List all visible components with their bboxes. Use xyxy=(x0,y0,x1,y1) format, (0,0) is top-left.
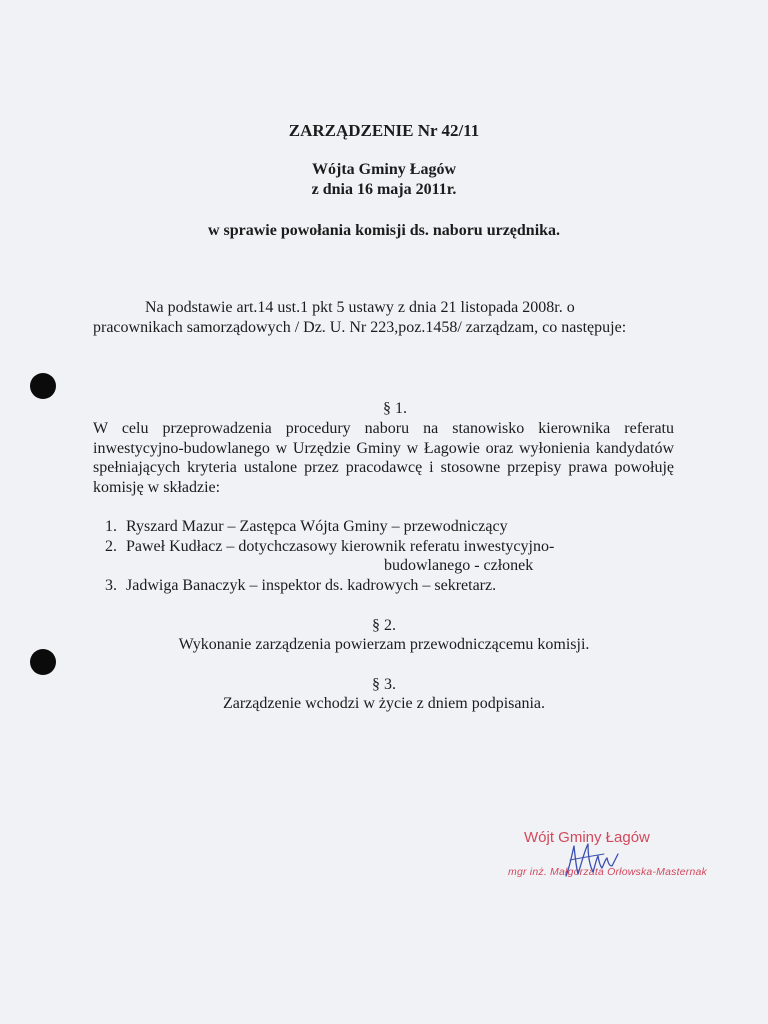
stamp-name: mgr inż. Małgorzata Orłowska-Masternak xyxy=(508,866,707,878)
intro-paragraph: Na podstawie art.14 ust.1 pkt 5 ustawy z dnia 21 listopada 2008r. o pracownikach samorządowych / Dz. U. Nr 223,poz.1458/ zarządzam, co następuje: xyxy=(93,299,627,336)
list-item xyxy=(93,517,554,537)
punch-hole-icon xyxy=(30,649,56,675)
punch-hole-icon xyxy=(30,373,56,399)
section-3-mark: § 3. xyxy=(372,676,396,693)
list-item-number: 1. xyxy=(105,518,117,535)
list-item-text: Ryszard Mazur – Zastępca Wójta Gminy – przewodniczący xyxy=(126,518,508,535)
section-2-text: Wykonanie zarządzenia powierzam przewodniczącemu komisji. xyxy=(178,636,590,653)
section-2-mark: § 2. xyxy=(372,617,396,634)
section-1-mark: § 1. xyxy=(383,400,407,417)
list-item xyxy=(93,537,554,557)
list-item-text: Jadwiga Banaczyk – inspektor ds. kadrowych – sekretarz. xyxy=(126,576,497,594)
document-subject: w sprawie powołania komisji ds. naboru urzędnika. xyxy=(207,222,561,239)
list-item-number: 3. xyxy=(105,576,117,594)
list-item-text: Paweł Kudłacz – dotychczasowy kierownik referatu inwestycyjno- xyxy=(126,537,555,555)
list-item-number: 2. xyxy=(105,537,117,555)
document-issuer: Wójta Gminy Łagów xyxy=(312,161,456,178)
section-3-text: Zarządzenie wchodzi w życie z dniem podpisania. xyxy=(222,695,546,712)
stamp-title: Wójt Gminy Łagów xyxy=(524,829,650,846)
committee-members-list xyxy=(93,517,554,595)
list-item xyxy=(93,576,554,596)
list-item-continuation: budowlanego - członek xyxy=(384,557,534,574)
document-title: ZARZĄDZENIE Nr 42/11 xyxy=(288,121,480,140)
section-1-text: W celu przeprowadzenia procedury naboru na stanowisko kierownika referatu inwestycyjno-budowlanego w Urzędzie Gminy w Łagowie oraz wyłonienia kandydatów spełniających kryteria ustalone przez pracodawcę i stosowne przepisy prawa powołuję komisję w składzie: xyxy=(93,420,674,496)
document-date: z dnia 16 maja 2011r. xyxy=(311,181,457,198)
handwritten-signature-icon xyxy=(560,836,620,880)
